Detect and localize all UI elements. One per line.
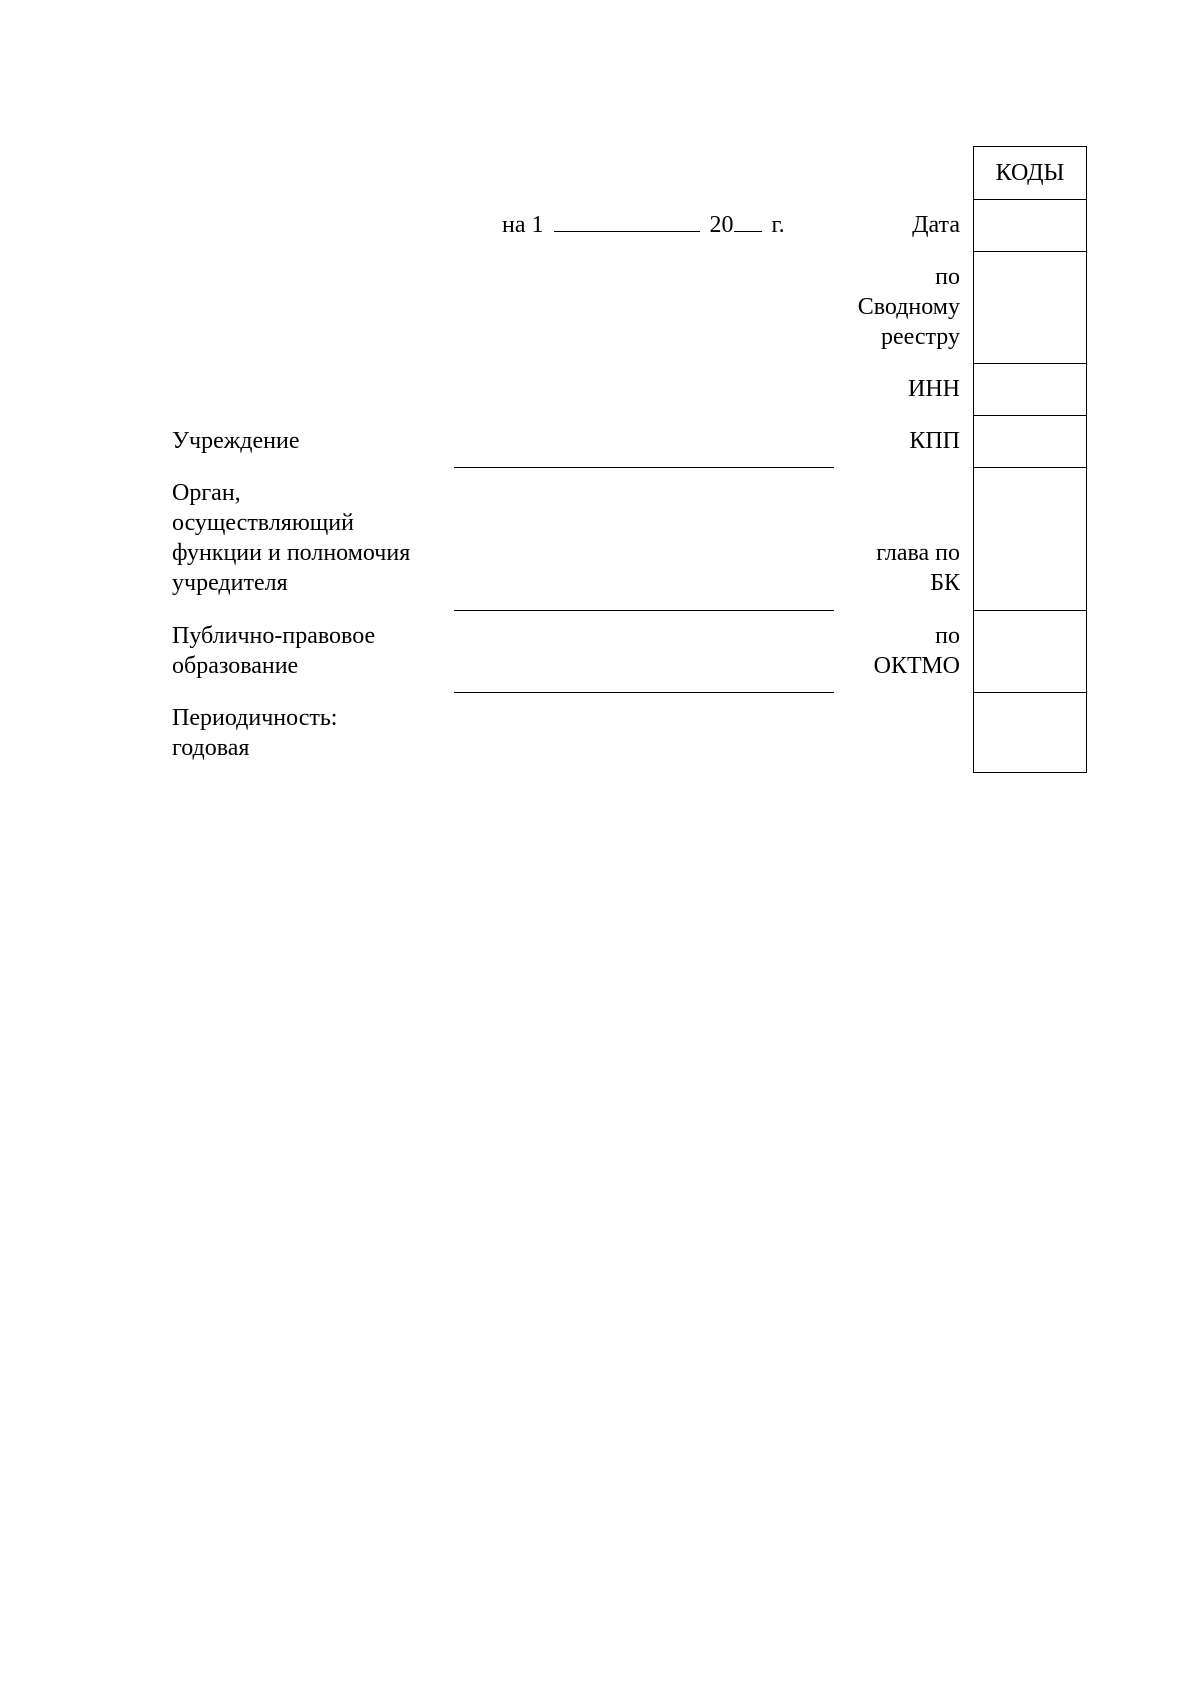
codes-table-header: КОДЫ <box>995 159 1065 186</box>
code-label-date: Дата <box>912 212 960 238</box>
code-label-kpp: КПП <box>909 428 960 454</box>
year-prefix: 20 <box>709 212 734 238</box>
code-cell-date[interactable] <box>975 200 1085 249</box>
public-entity-input-line[interactable] <box>454 692 834 693</box>
code-cell-periodicity[interactable] <box>975 693 1085 771</box>
code-label-oktmo: по ОКТМО <box>873 623 960 679</box>
code-cell-svodny-reestr[interactable] <box>975 252 1085 361</box>
institution-input-line[interactable] <box>454 467 834 468</box>
field-label-periodicity: Периодичность: годовая <box>172 705 338 761</box>
report-date-line <box>502 210 785 240</box>
date-prefix: на 1 <box>502 212 544 238</box>
date-month-blank[interactable] <box>554 211 700 232</box>
founder-body-input-line[interactable] <box>454 610 834 611</box>
code-cell-glava-bk[interactable] <box>975 468 1085 608</box>
field-label-founder-body: Орган, осуществляющий функции и полномочия учредителя <box>172 480 411 596</box>
year-blank[interactable] <box>734 211 762 232</box>
code-label-inn: ИНН <box>908 376 960 402</box>
code-cell-inn[interactable] <box>975 364 1085 413</box>
field-label-institution: Учреждение <box>172 428 300 454</box>
code-label-glava-bk: глава по БК <box>876 540 960 596</box>
code-cell-kpp[interactable] <box>975 416 1085 465</box>
code-label-svodny-reestr: по Сводному реестру <box>857 264 960 350</box>
field-label-public-entity: Публично-правовое образование <box>172 623 376 679</box>
year-suffix: г. <box>771 212 785 238</box>
code-cell-oktmo[interactable] <box>975 611 1085 690</box>
